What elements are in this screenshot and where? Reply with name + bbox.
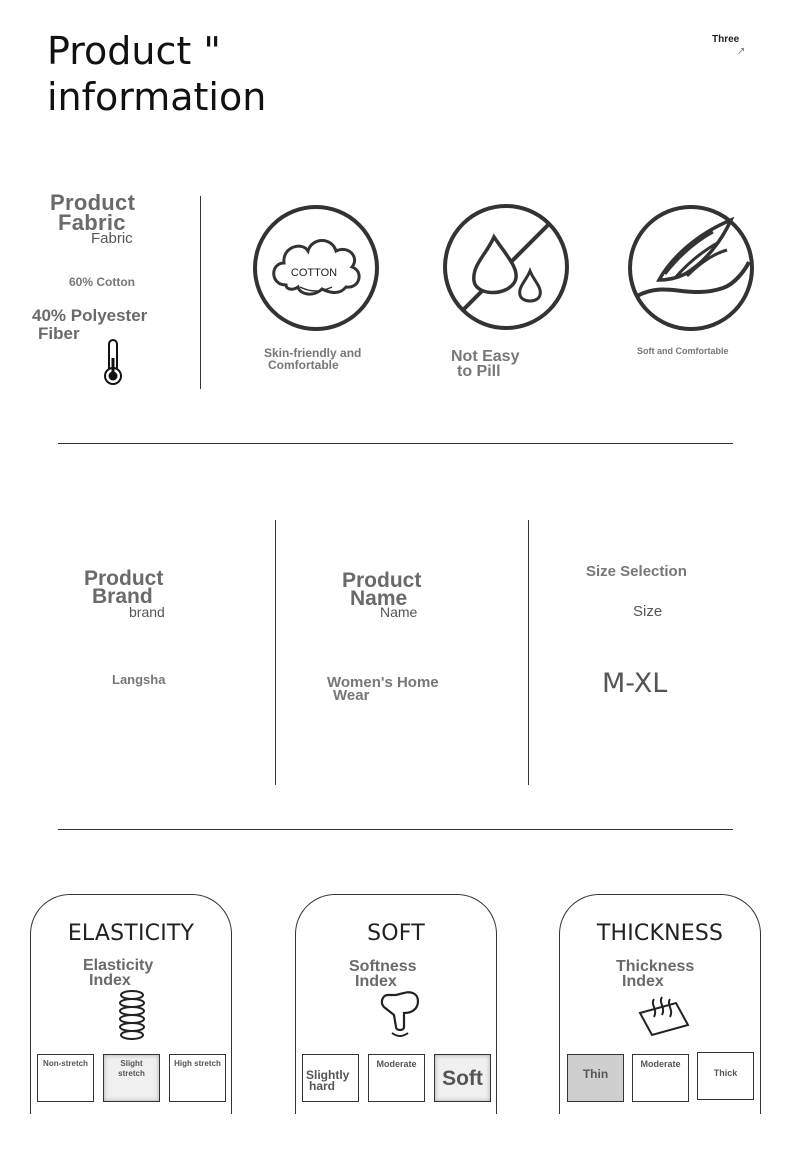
feature-0-line2: Comfortable <box>268 358 339 372</box>
name-title-line1: Product <box>342 569 422 592</box>
option-high-stretch[interactable]: High stretch <box>169 1054 226 1102</box>
fabric-title <box>50 190 136 235</box>
name-value-line2: Wear <box>333 687 370 704</box>
fabric-title-line1: Product <box>50 190 136 215</box>
brand-title-line1: Product <box>84 567 164 590</box>
info-divider-1 <box>275 520 276 785</box>
feature-label-soft-comfortable <box>637 346 729 356</box>
feature-1-line2: to Pill <box>457 363 501 380</box>
softness-index-line2: Index <box>355 973 397 990</box>
option-thick[interactable]: Thick <box>697 1052 754 1100</box>
brand-title-line2: Brand <box>92 585 153 608</box>
name-value <box>327 676 439 702</box>
fabric-layer-icon <box>636 995 692 1042</box>
size-subtitle: Size <box>633 603 663 620</box>
feature-label-skin-friendly <box>264 347 361 371</box>
finger-press-icon <box>378 989 422 1046</box>
polyester-percentage <box>32 307 147 343</box>
option-soft[interactable]: Soft <box>434 1054 491 1102</box>
option-thin[interactable]: Thin <box>567 1054 624 1102</box>
thickness-index-line1: Thickness <box>616 958 695 975</box>
fabric-subtitle: Fabric <box>91 230 133 247</box>
fabric-divider <box>200 196 201 389</box>
brand-value: Langsha <box>112 672 166 687</box>
soft-feather-icon <box>627 204 757 339</box>
corner-tag: Three <box>712 34 740 45</box>
cotton-cloud-icon <box>252 205 382 338</box>
page-title-line2: information <box>47 75 267 119</box>
name-value-line1: Women's Home <box>327 674 439 691</box>
option-non-stretch[interactable]: Non-stretch <box>37 1054 94 1102</box>
cotton-percentage: 60% Cotton <box>69 275 135 289</box>
section-divider-1 <box>58 443 733 444</box>
cotton-icon-text: COTTON <box>290 267 338 279</box>
thermometer-icon <box>100 338 126 391</box>
option-slightly-hard-line2: hard <box>309 1079 336 1093</box>
elasticity-card-title: ELASTICITY <box>67 921 195 946</box>
size-title: Size Selection <box>586 563 687 580</box>
corner-mark: ↗ <box>737 46 746 57</box>
softness-index-line1: Softness <box>349 958 417 975</box>
brand-title <box>84 567 164 608</box>
page-title <box>47 28 266 120</box>
size-value: M-XL <box>602 668 668 699</box>
feature-label-not-easy-to-pill <box>451 349 519 379</box>
softness-card-title: SOFT <box>367 921 425 946</box>
option-slightly-hard-line1: Slightly <box>306 1068 350 1082</box>
elasticity-index-label <box>83 958 153 988</box>
option-slightly-hard[interactable] <box>302 1054 359 1102</box>
thickness-index-label <box>616 959 694 989</box>
section-divider-2 <box>58 829 733 830</box>
thickness-card-title: THICKNESS <box>596 921 724 946</box>
polyester-line1: 40% Polyester <box>32 306 148 325</box>
softness-index-label <box>349 959 417 989</box>
elasticity-index-line1: Elasticity <box>83 957 154 974</box>
page-title-line1: Product " <box>47 29 221 73</box>
thickness-index-line2: Index <box>622 973 664 990</box>
info-divider-2 <box>528 520 529 785</box>
name-title <box>342 569 422 610</box>
no-pill-droplets-icon <box>442 203 572 338</box>
feature-2-line1: Soft and Comfortable <box>637 346 729 356</box>
option-moderate-thickness[interactable]: Moderate <box>632 1054 689 1102</box>
name-title-line2: Name <box>350 587 408 610</box>
spring-icon <box>117 989 147 1046</box>
feature-0-line1: Skin-friendly and <box>264 346 362 360</box>
fabric-title-line2: Fabric <box>58 210 126 235</box>
option-slight-stretch[interactable]: Slight stretch <box>103 1054 160 1102</box>
brand-subtitle: brand <box>129 604 165 620</box>
option-moderate-softness[interactable]: Moderate <box>368 1054 425 1102</box>
polyester-line2: Fiber <box>38 324 80 343</box>
elasticity-index-line2: Index <box>89 972 131 989</box>
feature-1-line1: Not Easy <box>451 348 520 365</box>
name-subtitle: Name <box>380 604 418 620</box>
